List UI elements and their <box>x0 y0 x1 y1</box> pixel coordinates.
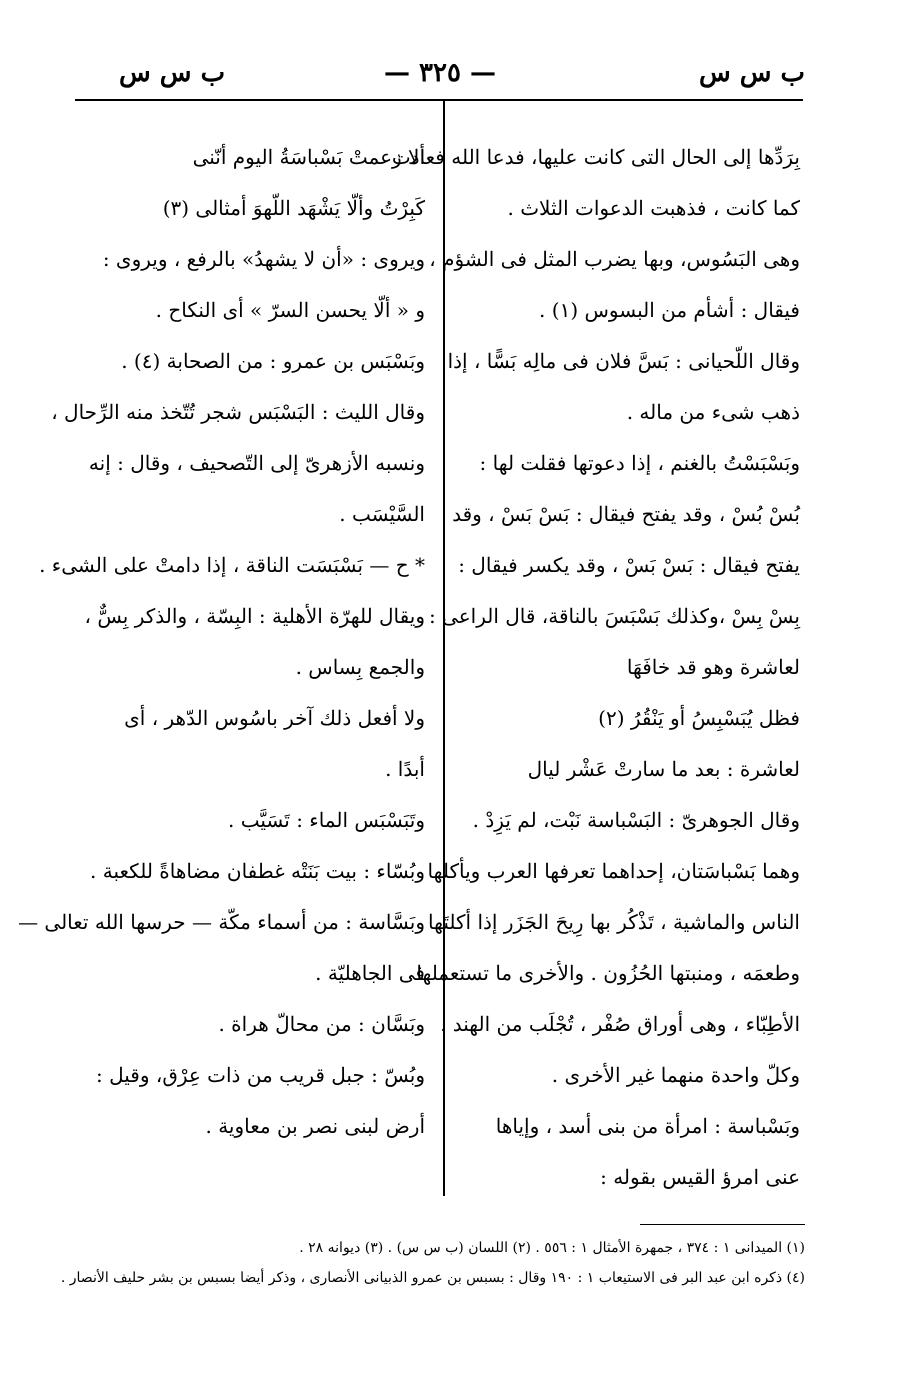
left-column <box>18 132 425 1152</box>
page-number: — ٣٢٥ — <box>383 58 497 88</box>
header-rule <box>75 99 803 101</box>
text-line: و « ألّا يحسن السرّ » أى النكاح . <box>155 298 425 322</box>
text-line: عنى امرؤ القيس بقوله : <box>600 1165 800 1189</box>
text-line: فظل يُبَسْبِسُ أو يَنْقُرُ (٢) <box>598 706 800 730</box>
text-line: كَبِرْتُ وألّا يَشْهَد اللّهوَ أمثالى (٣) <box>162 196 425 220</box>
text-line: يفتح فيقال : بَسْ بَسْ ، وقد يكسر فيقال : <box>458 553 800 577</box>
page-header <box>75 58 805 98</box>
text-line: أرض لبنى نصر بن معاوية . <box>205 1114 425 1138</box>
text-line: وكلّ واحدة منهما غير الأخرى . <box>551 1063 800 1087</box>
footnotes <box>60 1233 805 1293</box>
running-head-right: ب س س <box>698 58 805 88</box>
footnote-rule <box>640 1224 805 1225</box>
text-line: ولا أفعل ذلك آخر باسُوس الدّهر ، أى <box>124 706 425 730</box>
text-line: الأطِبّاء ، وهى أوراق صُفْر ، تُجْلَب من الهند . <box>440 1012 800 1036</box>
running-head-left: ب س س <box>119 58 226 88</box>
text-line: لعاشرة : بعد ما سارتْ عَشْر ليال <box>527 757 800 781</box>
text-line: وقال الجوهرىّ : البَسْباسة نَبْت، لم يَزِدْ . <box>472 808 800 832</box>
text-line: والجمع بِساس . <box>295 655 425 679</box>
text-line: ألا زعمتْ بَسْباسَةُ اليوم أنّنى <box>192 145 425 169</box>
text-line: وبُسّ : جبل قريب من ذات عِرْق، وقيل : <box>96 1063 425 1087</box>
text-line: ذهب شىء من ماله . <box>626 400 800 424</box>
text-line: وهما بَسْباسَتان، إحداهما تعرفها العرب ويأكلها <box>427 859 800 883</box>
text-line: وبَسْبَسْتُ بالغنم ، إذا دعوتها فقلت لها : <box>479 451 800 475</box>
text-line: وهى البَسُوس، وبها يضرب المثل فى الشؤم ، <box>429 247 800 271</box>
text-line: وبَسَّاسة : من أسماء مكّة — حرسها الله تعالى — <box>18 910 425 934</box>
text-line: فى الجاهليّة . <box>315 961 425 985</box>
text-line: بُسْ بُسْ ، وقد يفتح فيقال : بَسْ بَسْ ، وقد <box>452 502 800 526</box>
text-line: وقال الليث : البَسْبَس شجر تُتّخذ منه الرِّحال ، <box>51 400 425 424</box>
text-line: وبَسْبَس بن عمرو : من الصحابة (٤) . <box>121 349 425 373</box>
text-line: وتَبَسْبَس الماء : تَسَيَّب . <box>228 808 425 832</box>
text-line: وبَسَّان : من محالّ هراة . <box>218 1012 425 1036</box>
text-line: الناس والماشية ، تَذْكُر بها رِيحَ الجَزَر إذا أكلتَها <box>428 910 800 934</box>
text-line: فيقال : أشأم من البسوس (١) . <box>539 298 800 322</box>
footnote: (١) الميدانى ١ : ٣٧٤ ، جمهرة الأمثال ١ : ٥٥٦ . (٢) اللسان (ب س س) . (٣) ديوانه ٢٨ . <box>299 1240 805 1256</box>
text-line: بِرَدِّها إلى الحال التى كانت عليها، فدعا الله فعادت <box>391 145 800 169</box>
text-line: لعاشرة وهو قد خافَهَا <box>626 655 800 679</box>
text-line: * ح — بَسْبَسَت الناقة ، إذا دامتْ على الشىء . <box>39 553 425 577</box>
text-line: وطعمَه ، ومنبتها الحُزُون . والأخرى ما تستعملها <box>416 961 800 985</box>
text-line: ويقال للهرّة الأهلية : البِسّة ، والذكر بِسٌّ ، <box>84 604 425 628</box>
text-line: ويروى : «أن لا يشهدُ» بالرفع ، ويروى : <box>102 247 425 271</box>
text-line: السَّيْسَب . <box>339 502 425 526</box>
text-line: وبُسّاء : بيت بَنَتْه غطفان مضاهاةً للكعبة . <box>90 859 425 883</box>
text-line: أبدًا . <box>385 757 425 781</box>
footnote: (٤) ذكره ابن عبد البر فى الاستيعاب ١ : ١٩٠ وقال : بسبس بن عمرو الذبيانى الأنصارى ، وذكر أيضا بسبس بن بشر حليف الأنصار . <box>60 1270 805 1286</box>
text-line: وقال اللّحيانى : بَسَّ فلان فى مالِه بَسًّا ، إذا <box>447 349 800 373</box>
text-line: ونسبه الأزهرىّ إلى التّصحيف ، وقال : إنه <box>88 451 425 475</box>
text-line: وبَسْباسة : امرأة من بنى أسد ، وإياها <box>495 1114 800 1138</box>
text-line: كما كانت ، فذهبت الدعوات الثلاث . <box>507 196 800 220</box>
text-line: بِسْ بِسْ ،وكذلك بَسْبَسَ بالناقة، قال الراعى : <box>428 604 800 628</box>
